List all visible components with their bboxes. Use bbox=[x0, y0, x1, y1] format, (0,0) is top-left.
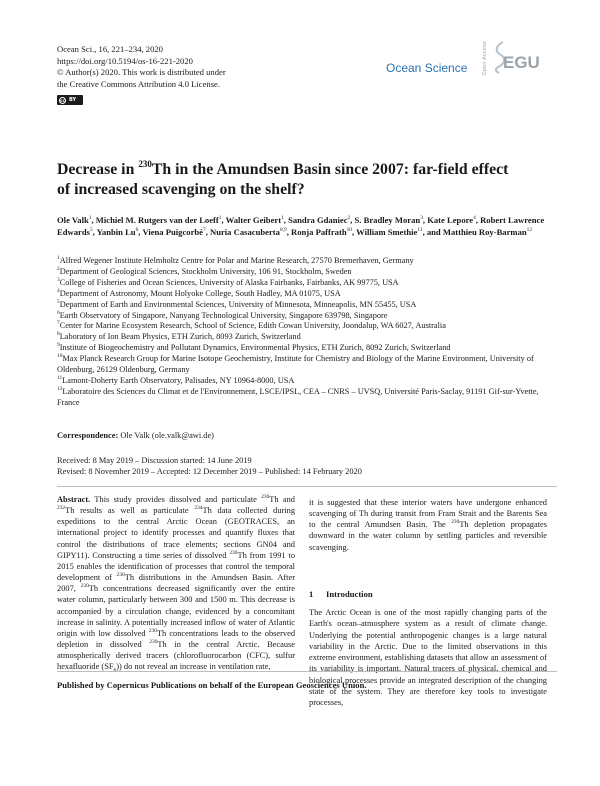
received-date: Received: 8 May 2019 – Discussion started: 14 June 2019 bbox=[57, 456, 252, 465]
isotope-sup: 230 bbox=[116, 572, 125, 579]
abstract-text: Th concentrations leads to the observed depletion in dissolved bbox=[57, 628, 296, 650]
doi-link[interactable]: https://doi.org/10.5194/os-16-221-2020 bbox=[57, 55, 193, 66]
cc-icon: cc bbox=[60, 97, 65, 103]
isotope-sup: 230 bbox=[229, 549, 238, 556]
affiliation-text: Center for Marine Ecosystem Research, School of Science, Edith Cowan University, Joondalup, WA 6027, Australia bbox=[59, 321, 446, 331]
affiliation-text: Lamont-Doherty Earth Observatory, Palisades, NY 10964-8000, USA bbox=[62, 375, 295, 385]
affiliation-text: Laboratoire des Sciences du Climat et de l'Environnement, LSCE/IPSL, CEA – CNRS – UVSQ, Université Paris-Saclay, 91191 Gif-sur-Yvette, France bbox=[57, 386, 539, 407]
abstract-text: This study provides dissolved and particulate bbox=[94, 495, 257, 504]
open-access-label: Open Access bbox=[482, 41, 488, 76]
journal-reference: Ocean Sci., 16, 221–234, 2020 bbox=[57, 44, 163, 54]
affiliation-number: 6 bbox=[57, 309, 60, 316]
affiliation-text: College of Fisheries and Ocean Sciences, University of Alaska Fairbanks, Fairbanks, AK 99775, USA bbox=[59, 277, 399, 287]
author-affiliation-ref: 5 bbox=[89, 226, 93, 233]
affiliation-number: 2 bbox=[57, 266, 60, 273]
affiliation-number: 11 bbox=[57, 375, 63, 382]
author-name: Nuria Casacuberta bbox=[209, 226, 280, 237]
affiliation-item bbox=[57, 289, 557, 300]
cc-by-label: BY bbox=[69, 97, 77, 103]
affiliation-number: 1 bbox=[57, 255, 60, 262]
abstract-text: Th data collected during expeditions to the central Arctic Ocean (GEOTRACES, an international project to identify processes and quantify fluxes that control the distributions of trace elements; sections GN04 and GIPY11). Constructing a time series of dissolved bbox=[57, 506, 296, 560]
abstract-text: Th depletion propagates downward in the water column by settling particles and reversible scavenging. bbox=[309, 520, 547, 552]
isotope-sup: 230 bbox=[451, 519, 460, 526]
author-affiliation-ref: 7 bbox=[202, 226, 206, 233]
isotope-sup: 230 bbox=[261, 494, 270, 501]
affiliation-item bbox=[57, 311, 557, 322]
author-name: Walter Geibert bbox=[225, 215, 282, 225]
affiliation-item bbox=[57, 300, 557, 311]
author-and: and bbox=[426, 226, 441, 237]
abstract-text: Th from 1991 to 2015 enables the identification of processes that control the temporal development of bbox=[57, 550, 296, 583]
title-text-1: Decrease in bbox=[57, 161, 139, 178]
affiliation-text: Department of Geological Sciences, Stockholm University, 106 91, Stockholm, Sweden bbox=[59, 266, 352, 276]
author-name: Yanbin Lu bbox=[96, 226, 136, 237]
affiliation-text: Institute of Biogeochemistry and Pollutant Dynamics, Environmental Physics, ETH Zurich, 8092 Zurich, Switzerland bbox=[59, 343, 451, 353]
author-affiliation-ref: 6 bbox=[135, 226, 139, 233]
author-name: Viena Puigcorbé bbox=[142, 226, 203, 237]
affiliation-number: 8 bbox=[57, 331, 60, 338]
author-affiliation-ref: 2 bbox=[347, 215, 351, 222]
author-name: S. Bradley Moran bbox=[354, 215, 421, 225]
author-name: Michiel M. Rutgers van der Loeff bbox=[95, 215, 219, 225]
affiliation-text: Max Planck Research Group for Marine Isotope Geochemistry, Institute for Chemistry and Biology of the Marine Environment, University of Oldenburg, 26129 Oldenburg, Germany bbox=[57, 354, 534, 375]
affiliation-number: 9 bbox=[57, 342, 60, 349]
affiliation-item bbox=[57, 278, 557, 289]
author-name: Robert Lawrence Edwards bbox=[57, 215, 545, 237]
affiliation-item bbox=[57, 376, 557, 387]
correspondence-label: Correspondence: bbox=[57, 431, 119, 440]
section-title: Introduction bbox=[326, 589, 373, 599]
author-name: Kate Lepore bbox=[427, 215, 474, 225]
publisher-logo: EGU bbox=[503, 53, 540, 72]
copyright-line: © Author(s) 2020. This work is distributed under bbox=[57, 67, 226, 78]
author-affiliation-ref: 3 bbox=[420, 215, 423, 222]
author-name: Matthieu Roy-Barman bbox=[442, 226, 527, 237]
isotope-sup: 234 bbox=[194, 505, 203, 512]
abstract-label: Abstract. bbox=[57, 495, 91, 504]
isotope-sup: 230 bbox=[148, 628, 157, 635]
author-affiliation-ref: 8,9 bbox=[279, 226, 287, 233]
abstract-text: Th distributions in the Amundsen Basin. After 2007, bbox=[57, 573, 296, 594]
author-name: William Smethie bbox=[356, 226, 418, 237]
affiliation-item bbox=[57, 267, 557, 278]
affiliation-text: Department of Astronomy, Mount Holyoke College, South Hadley, MA 01075, USA bbox=[59, 288, 341, 298]
author-affiliation-ref: 11 bbox=[417, 226, 423, 233]
abstract-continued bbox=[309, 497, 547, 553]
abstract-text: Th concentrations decreased significantly over the entire water column, particularly between 300 and 1500 m. This decrease is accompanied by a circulation change, evidenced by a concomitant increase in salinity. A potentially increased inflow of water of Atlantic origin with low dissolved bbox=[57, 584, 295, 638]
author-list: Ole Valk$^1$, Michiel M. Rutgers van der Loeff$^1$, Walter Geibert$^1$, Sandra Gdaniec$^2$, S. Bradley Moran$^3$, Kate Lepore$^4$, Robert Lawrence Edwards$^5$, Yanbin Lu$^6$, Viena Puigcorbé$^7$, Nuria Casacuberta$^{8,9}$, Ronja Paffrath$^{10}$, William Smethie$^{11}$, and Matthieu Roy-Barman$^{12}$ bbox=[57, 215, 545, 237]
abstract-text: it is suggested that these interior waters have undergone enhanced scavenging of Th during transit from Fram Strait and the Barents Sea to the central Amundsen Basin. The bbox=[309, 498, 547, 530]
author-name: Sandra Gdaniec bbox=[288, 215, 348, 225]
author-affiliation-ref: 1 bbox=[281, 215, 284, 222]
affiliation-item bbox=[57, 343, 557, 354]
author-affiliation-ref: 10 bbox=[346, 226, 352, 233]
isotope-sup: 230 bbox=[149, 639, 158, 646]
affiliation-text: Earth Observatory of Singapore, Nanyang Technological University, Singapore 639798, Singapore bbox=[59, 310, 388, 320]
affiliation-number: 7 bbox=[57, 320, 60, 327]
publication-dates bbox=[57, 455, 362, 478]
affiliation-item bbox=[57, 387, 557, 409]
title-line-2: of increased scavenging on the shelf? bbox=[57, 181, 305, 198]
section-heading bbox=[309, 589, 373, 599]
affiliation-list bbox=[57, 256, 557, 409]
article-header bbox=[57, 44, 226, 90]
correspondence bbox=[57, 431, 214, 440]
affiliation-text: Laboratory of Ion Beam Physics, ETH Zurich, 8093 Zurich, Switzerland bbox=[59, 332, 301, 342]
affiliation-number: 3 bbox=[57, 277, 60, 284]
affiliation-item bbox=[57, 332, 557, 343]
section-number: 1 bbox=[309, 589, 314, 599]
revised-date: Revised: 8 November 2019 – Accepted: 12 December 2019 – Published: 14 February 2020 bbox=[57, 467, 362, 477]
affiliation-number: 5 bbox=[57, 298, 60, 305]
divider-top bbox=[57, 486, 557, 487]
abstract-text: Th results as well as particulate bbox=[65, 506, 189, 516]
affiliation-text: Department of Earth and Environmental Sciences, University of Minnesota, Minneapolis, MN 55455, USA bbox=[59, 299, 417, 309]
introduction-text: The Arctic Ocean is one of the most rapidly changing parts of the Earth's ocean–atmosphere system as a result of climate change. Underlying the potential anthropogenic changes is a large natural variability in the Arctic. Due to the limited observations in this extreme environment, establishing datasets that allow an assessment of its variability is important. Natural tracers of physical, chemical and biological processes provide an integrated description of the changing state of the system. They are therefore key tools to investigate processes, bbox=[309, 608, 547, 708]
title-text-2: Th in the Amundsen Basin since 2007: far-field effect bbox=[151, 161, 509, 178]
abstract-text: )) do not reveal an increase in ventilation rate, bbox=[116, 662, 271, 672]
article-title bbox=[57, 160, 557, 200]
affiliation-item bbox=[57, 256, 557, 267]
isotope-sup: 230 bbox=[80, 583, 89, 590]
author-affiliation-ref: 12 bbox=[526, 226, 533, 233]
author-affiliation-ref: 4 bbox=[473, 215, 476, 222]
affiliation-number: 10 bbox=[57, 353, 63, 360]
journal-name: Ocean Science bbox=[386, 61, 468, 75]
abstract-text: Th in the central Arctic. Because atmospherically derived tracers (chlorofluorocarbon (CFC), sulfur hexafluoride (SF bbox=[57, 640, 295, 672]
correspondence-email[interactable]: Ole Valk (ole.valk@awi.de) bbox=[120, 431, 214, 440]
isotope-sup: 232 bbox=[57, 505, 66, 512]
abstract-text: Th and bbox=[269, 495, 295, 504]
divider-bottom bbox=[57, 671, 557, 672]
affiliation-item bbox=[57, 354, 557, 376]
license-line: the Creative Commons Attribution 4.0 License. bbox=[57, 78, 221, 89]
sf6-subscript: 6 bbox=[113, 668, 117, 675]
author-name: Ronja Paffrath bbox=[290, 226, 347, 237]
affiliation-item bbox=[57, 321, 557, 332]
publisher-footer: Published by Copernicus Publications on behalf of the European Geosciences Union. bbox=[57, 680, 367, 690]
affiliation-text: Alfred Wegener Institute Helmholtz Centre for Polar and Marine Research, 27570 Bremerhaven, Germany bbox=[59, 256, 414, 265]
abstract bbox=[57, 494, 295, 673]
author-affiliation-ref: 1 bbox=[218, 215, 222, 222]
affiliation-number: 12 bbox=[57, 386, 63, 393]
cc-by-badge[interactable] bbox=[57, 95, 83, 105]
affiliation-number: 4 bbox=[57, 287, 60, 294]
author-affiliation-ref: 1 bbox=[88, 215, 92, 222]
author-name: Ole Valk bbox=[57, 215, 89, 225]
title-isotope-mass: 230 bbox=[138, 158, 152, 169]
